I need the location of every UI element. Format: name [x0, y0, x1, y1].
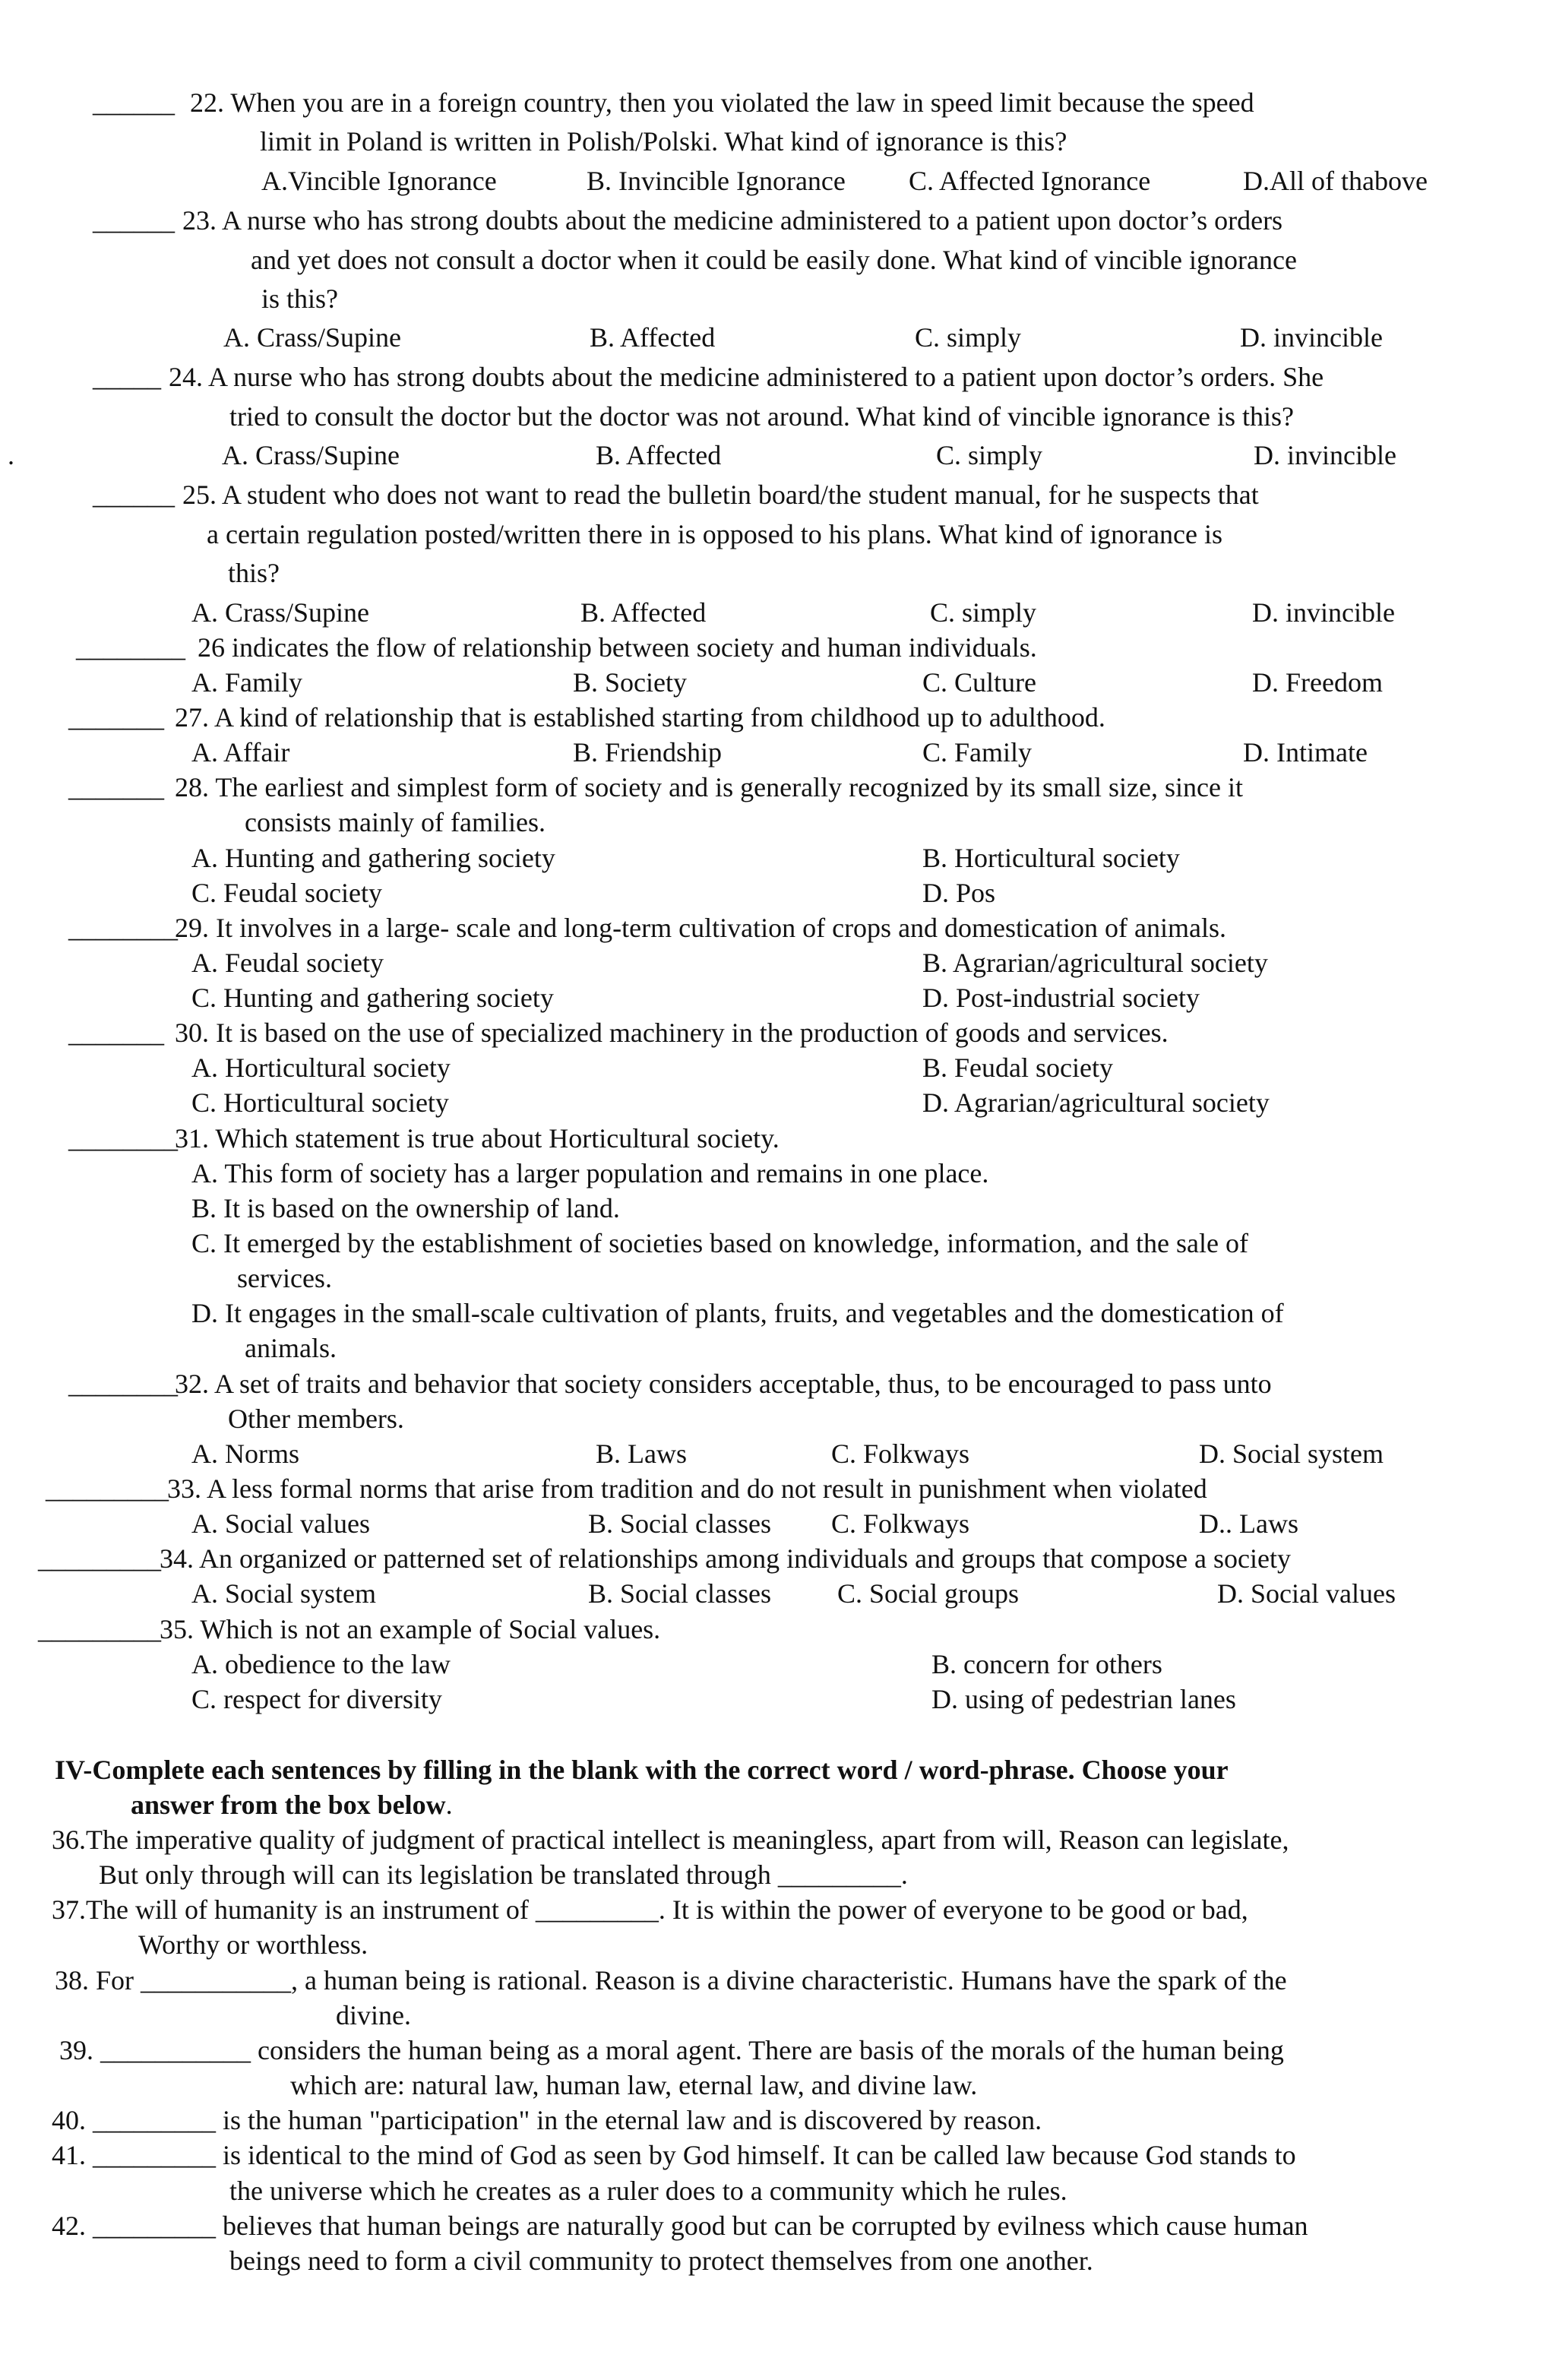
choice-a: A. Social system: [191, 1578, 376, 1609]
item-39-continued: which are: natural law, human law, eternal law, and divine law.: [290, 2070, 978, 2100]
answer-blank: ________: [68, 913, 178, 943]
answer-blank: _______: [68, 702, 164, 733]
choice-b: B. Affected: [580, 597, 707, 628]
choice-c: C. Family: [922, 737, 1033, 767]
answer-blank: ________: [68, 1123, 178, 1154]
choice-d: D. Intimate: [1243, 737, 1368, 767]
choice-b: B. Agrarian/agricultural society: [922, 948, 1268, 978]
answer-blank: _________: [38, 1614, 161, 1644]
choice-b: B. Invincible Ignorance: [587, 166, 846, 196]
choice-c: C. simply: [915, 322, 1022, 353]
choice-c: C. Affected Ignorance: [909, 166, 1151, 196]
choice-c: C. Culture: [922, 667, 1036, 698]
item-36: 36.The imperative quality of judgment of practical intellect is meaningless, apart from will, Reason can legislate,: [52, 1825, 1289, 1855]
choice-d: D.. Laws: [1199, 1508, 1298, 1539]
item-38: 38. For ___________, a human being is rational. Reason is a divine characteristic. Humans have the spark of the: [55, 1965, 1287, 1995]
choice-b: B. Laws: [596, 1438, 687, 1469]
stray-mark: .: [8, 440, 14, 470]
item-37: 37.The will of humanity is an instrument of _________. It is within the power of everyone to be good or bad,: [52, 1894, 1248, 1925]
question-text: 24. A nurse who has strong doubts about the medicine administered to a patient upon doctor’s orders. She: [169, 362, 1324, 392]
choice-c: C. Folkways: [831, 1508, 970, 1539]
question-text: 25. A student who does not want to read the bulletin board/the student manual, for he suspects that: [182, 479, 1259, 510]
item-37-continued: Worthy or worthless.: [138, 1929, 368, 1960]
choice-b: B. Society: [573, 667, 687, 698]
choice-c: C. Hunting and gathering society: [191, 983, 554, 1013]
answer-blank: ______: [93, 87, 175, 118]
choice-d: D. Freedom: [1252, 667, 1383, 698]
choice-b: B. Horticultural society: [922, 843, 1180, 873]
section-heading-continued: [131, 1787, 453, 1822]
answer-blank: ______: [93, 479, 175, 510]
answer-blank: ______: [93, 205, 175, 236]
choice-a: A. obedience to the law: [191, 1649, 451, 1679]
section-heading: IV-Complete each sentences by filling in the blank with the correct word / word-phrase. Choose your: [55, 1755, 1229, 1785]
choice-a: A. Crass/Supine: [223, 322, 401, 353]
choice-d: D. Pos: [922, 878, 996, 908]
choice-a: A. Crass/Supine: [222, 440, 400, 470]
choice-d: D. Post-industrial society: [922, 983, 1200, 1013]
answer-blank: _____: [93, 362, 161, 392]
question-text: a certain regulation posted/written there in is opposed to his plans. What kind of ignorance is: [207, 519, 1223, 549]
choice-c-continued: services.: [237, 1263, 332, 1293]
choice-b: B. Social classes: [588, 1508, 771, 1539]
answer-blank: ________: [68, 1369, 178, 1399]
choice-a: A. Norms: [191, 1438, 299, 1469]
section-heading-bold: answer from the box below: [131, 1790, 446, 1820]
question-text: 32. A set of traits and behavior that society considers acceptable, thus, to be encouraged to pass unto: [175, 1369, 1272, 1399]
question-text: 27. A kind of relationship that is established starting from childhood up to adulthood.: [175, 702, 1105, 733]
item-40: 40. _________ is the human "participation" in the eternal law and is discovered by reason.: [52, 2105, 1042, 2135]
question-text: 29. It involves in a large- scale and long-term cultivation of crops and domestication of animals.: [175, 913, 1226, 943]
choice-b: B. Social classes: [588, 1578, 771, 1609]
item-42: 42. _________ believes that human beings are naturally good but can be corrupted by evilness which cause human: [52, 2211, 1308, 2241]
question-text: 23. A nurse who has strong doubts about the medicine administered to a patient upon doctor’s orders: [182, 205, 1283, 236]
choice-b: B. Affected: [596, 440, 722, 470]
question-text: and yet does not consult a doctor when it could be easily done. What kind of vincible ignorance: [251, 245, 1297, 275]
question-text: 26 indicates the flow of relationship between society and human individuals.: [198, 632, 1037, 663]
choice-d: D. Agrarian/agricultural society: [922, 1087, 1270, 1118]
question-text: 28. The earliest and simplest form of society and is generally recognized by its small size, since it: [175, 772, 1243, 802]
choice-d: D. Social system: [1199, 1438, 1384, 1469]
choice-b: B. concern for others: [931, 1649, 1162, 1679]
choice-a: A.Vincible Ignorance: [261, 166, 497, 196]
choice-c: C. Folkways: [831, 1438, 970, 1469]
answer-blank: _________: [46, 1473, 169, 1504]
choice-c: C. simply: [936, 440, 1043, 470]
question-text: 34. An organized or patterned set of relationships among individuals and groups that compose a society: [160, 1543, 1292, 1574]
item-36-continued: But only through will can its legislation be translated through _________.: [99, 1859, 908, 1890]
choice-d: D. It engages in the small-scale cultivation of plants, fruits, and vegetables and the domestication of: [191, 1298, 1284, 1328]
answer-blank: ________: [76, 632, 185, 663]
item-42-continued: beings need to form a civil community to protect themselves from one another.: [229, 2245, 1093, 2276]
choice-a: A. Social values: [191, 1508, 370, 1539]
choice-a: A. Family: [191, 667, 303, 698]
item-41: 41. _________ is identical to the mind of God as seen by God himself. It can be called law because God stands to: [52, 2140, 1296, 2170]
choice-b: B. Affected: [590, 322, 716, 353]
question-text: tried to consult the doctor but the doctor was not around. What kind of vincible ignorance is this?: [229, 401, 1295, 432]
item-38-continued: divine.: [336, 2000, 411, 2030]
choice-c: C. Social groups: [837, 1578, 1019, 1609]
section-heading-period: .: [445, 1790, 453, 1820]
question-text: consists mainly of families.: [245, 807, 546, 837]
choice-a: A. Horticultural society: [191, 1052, 451, 1083]
choice-b: B. Feudal society: [922, 1052, 1113, 1083]
question-text: 35. Which is not an example of Social values.: [160, 1614, 661, 1644]
question-text: is this?: [261, 283, 339, 314]
item-41-continued: the universe which he creates as a ruler does to a community which he rules.: [229, 2176, 1067, 2206]
choice-b: B. It is based on the ownership of land.: [191, 1193, 620, 1223]
choice-d: D. invincible: [1254, 440, 1396, 470]
question-text: 33. A less formal norms that arise from tradition and do not result in punishment when violated: [167, 1473, 1207, 1504]
choice-a: A. Affair: [191, 737, 290, 767]
choice-a: A. Crass/Supine: [191, 597, 369, 628]
choice-b: B. Friendship: [573, 737, 723, 767]
choice-d: D. invincible: [1240, 322, 1383, 353]
item-39: 39. ___________ considers the human being as a moral agent. There are basis of the morals of the human being: [59, 2035, 1284, 2065]
choice-a: A. Hunting and gathering society: [191, 843, 555, 873]
choice-d: D.All of thabove: [1243, 166, 1428, 196]
question-text: 31. Which statement is true about Horticultural society.: [175, 1123, 780, 1154]
answer-blank: _________: [38, 1543, 161, 1574]
choice-d: D. Social values: [1217, 1578, 1396, 1609]
choice-d: D. invincible: [1252, 597, 1395, 628]
question-text: 22. When you are in a foreign country, then you violated the law in speed limit because the speed: [190, 87, 1254, 118]
choice-a: A. This form of society has a larger population and remains in one place.: [191, 1158, 989, 1188]
choice-a: A. Feudal society: [191, 948, 384, 978]
choice-c: C. Feudal society: [191, 878, 382, 908]
choice-c: C. respect for diversity: [191, 1684, 442, 1714]
question-text: 30. It is based on the use of specialized machinery in the production of goods and services.: [175, 1018, 1169, 1048]
choice-c: C. simply: [930, 597, 1037, 628]
question-text: Other members.: [228, 1404, 404, 1434]
answer-blank: _______: [68, 1018, 164, 1048]
question-text: this?: [228, 558, 280, 588]
choice-d: D. using of pedestrian lanes: [931, 1684, 1236, 1714]
answer-blank: _______: [68, 772, 164, 802]
choice-c: C. Horticultural society: [191, 1087, 449, 1118]
question-text: limit in Poland is written in Polish/Polski. What kind of ignorance is this?: [260, 126, 1067, 157]
choice-d-continued: animals.: [245, 1333, 337, 1363]
choice-c: C. It emerged by the establishment of societies based on knowledge, information, and the sale of: [191, 1228, 1248, 1258]
